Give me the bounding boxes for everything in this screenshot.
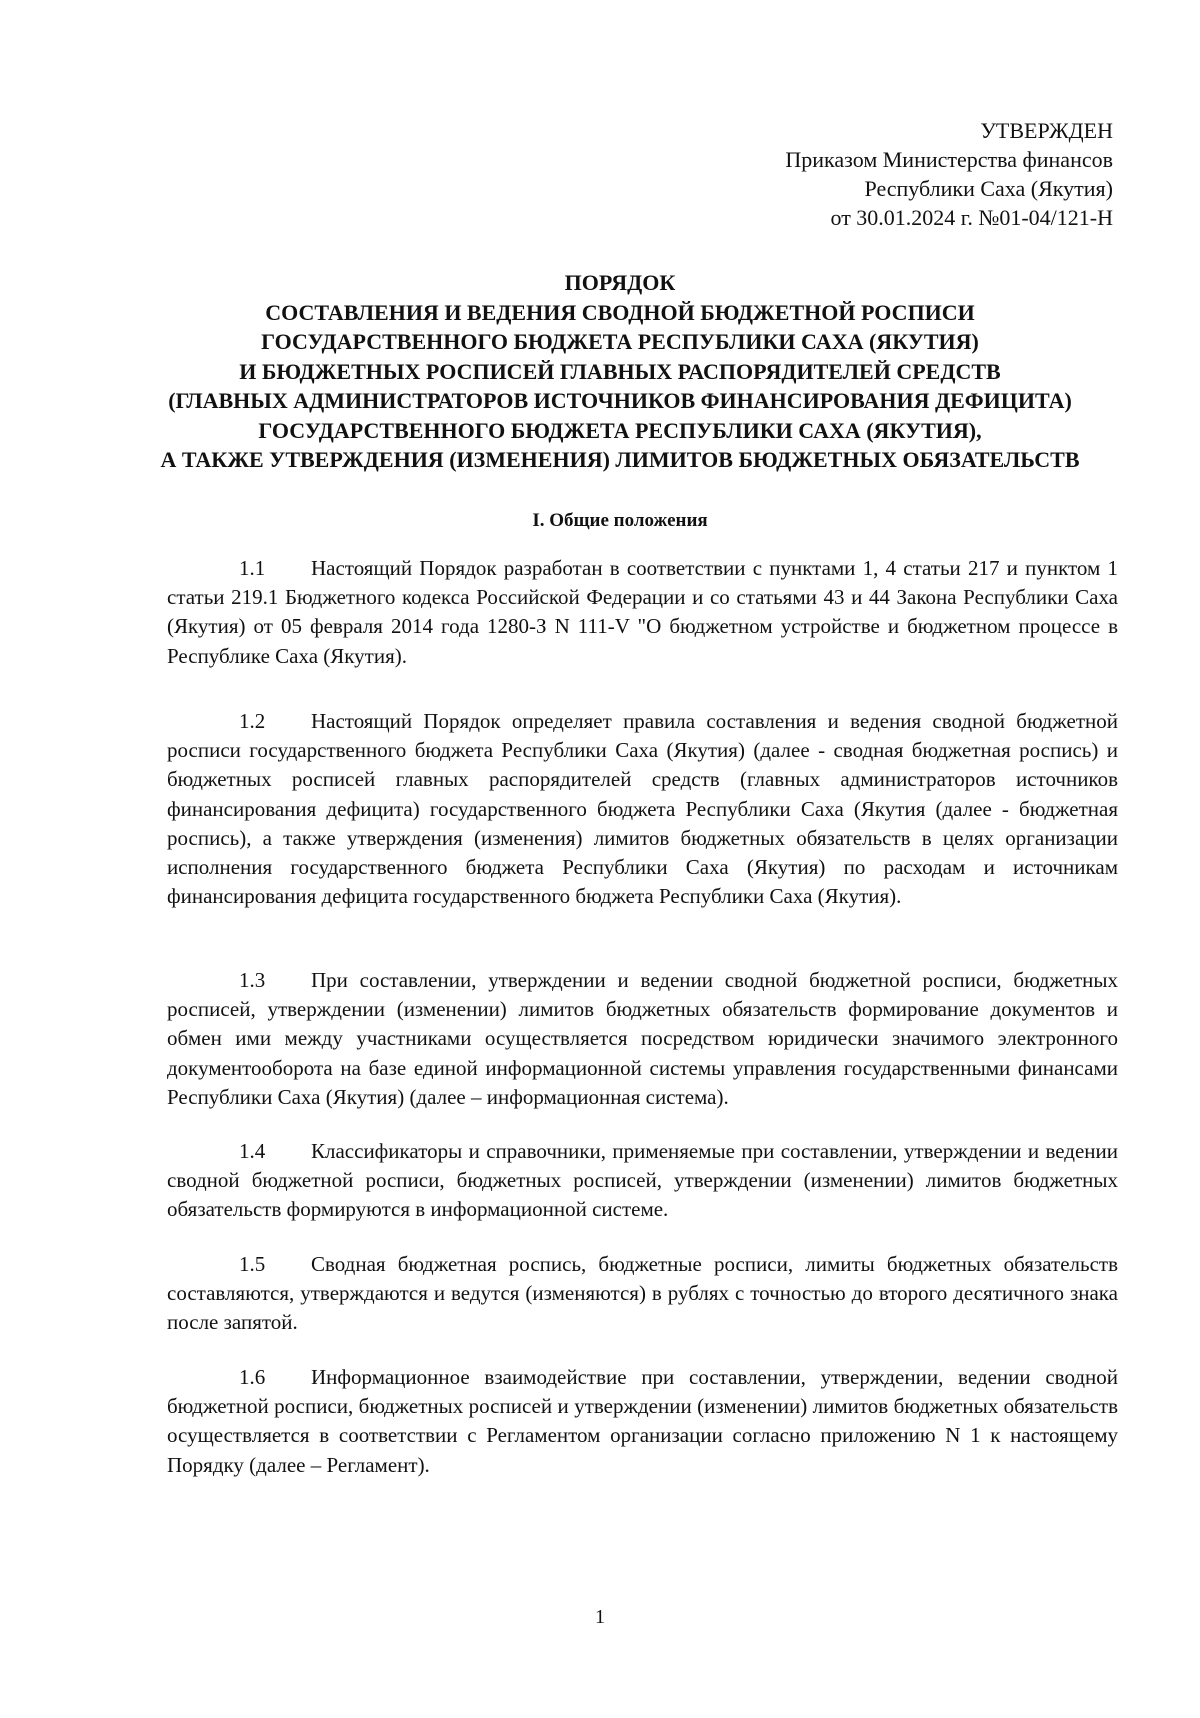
clause-1-6 — [167, 1363, 1118, 1480]
title-line: ПОРЯДОК — [564, 270, 676, 295]
clause-number: 1.1 — [239, 556, 266, 580]
title-line: ГОСУДАРСТВЕННОГО БЮДЖЕТА РЕСПУБЛИКИ САХА (ЯКУТИЯ) — [261, 329, 979, 354]
clause-text: Классификаторы и справочники, применяемые при составлении, утверждении и ведении сводной бюджетной росписи, бюджетных росписей, утверждении (изменении) лимитов бюджетных обязательств формируются в информационной системе. — [167, 1139, 1118, 1222]
title-line: СОСТАВЛЕНИЯ И ВЕДЕНИЯ СВОДНОЙ БЮДЖЕТНОЙ РОСПИСИ — [265, 299, 975, 325]
clause-text: Сводная бюджетная роспись, бюджетные росписи, лимиты бюджетных обязательств составляются, утверждаются и ведутся (изменяются) в рублях с точностью до второго десятичного знака после запятой. — [167, 1252, 1118, 1335]
document-title — [120, 268, 1120, 475]
clause-number: 1.6 — [239, 1365, 266, 1389]
clause-number: 1.4 — [239, 1139, 266, 1163]
title-line: (ГЛАВНЫХ АДМИНИСТРАТОРОВ ИСТОЧНИКОВ ФИНАНСИРОВАНИЯ ДЕФИЦИТА) — [168, 388, 1072, 413]
clause-1-3 — [167, 966, 1118, 1112]
clause-text: Настоящий Порядок разработан в соответствии с пунктами 1, 4 статьи 217 и пунктом 1 статьи 219.1 Бюджетного кодекса Российской Федерации и со статьями 43 и 44 Закона Республики Саха (Якутия) от 05 февраля 2014 года 1280-З N 111-V "О бюджетном устройстве и бюджетном процессе в Республике Саха (Якутия). — [167, 556, 1118, 668]
clause-1-5 — [167, 1250, 1118, 1338]
title-line: ГОСУДАРСТВЕННОГО БЮДЖЕТА РЕСПУБЛИКИ САХА (ЯКУТИЯ), — [258, 417, 982, 443]
approval-line: Республики Саха (Якутия) — [864, 176, 1113, 201]
clause-number: 1.2 — [239, 709, 266, 733]
approval-line: от 30.01.2024 г. №01-04/121-Н — [830, 205, 1113, 230]
clause-text: Настоящий Порядок определяет правила составления и ведения сводной бюджетной росписи государственного бюджета Республики Саха (Якутия) (далее - сводная бюджетная роспись) и бюджетных росписей главных распорядителей средств (главных администраторов источников финансирования дефицита) государственного бюджета Республики Саха (Якутия (далее - бюджетная роспись), а также утверждения (изменения) лимитов бюджетных обязательств в целях организации исполнения государственного бюджета Республики Саха (Якутия) по расходам и источникам финансирования дефицита государственного бюджета Республики Саха (Якутия). — [167, 709, 1118, 909]
page-number: 1 — [595, 1606, 605, 1628]
clause-number: 1.3 — [239, 968, 266, 992]
clause-1-1 — [167, 554, 1118, 671]
clause-1-4 — [167, 1137, 1118, 1225]
clause-1-2 — [167, 707, 1118, 911]
approval-line: Приказом Министерства финансов — [785, 147, 1113, 172]
clause-text: Информационное взаимодействие при составлении, утверждении, ведении сводной бюджетной росписи, бюджетных росписей и утверждении (изменении) лимитов бюджетных обязательств осуществляется в соответствии с Регламентом организации согласно приложению N 1 к настоящему Порядку (далее – Регламент). — [167, 1365, 1118, 1477]
approval-line: УТВЕРЖДЕН — [980, 118, 1113, 143]
clause-text: При составлении, утверждении и ведении сводной бюджетной росписи, бюджетных росписей, утверждении (изменении) лимитов бюджетных обязательств формирование документов и обмен ими между участниками осуществляется посредством юридически значимого электронного документооборота на базе единой информационной системы управления государственными финансами Республики Саха (Якутия) (далее – информационная система). — [167, 968, 1118, 1109]
title-line: И БЮДЖЕТНЫХ РОСПИСЕЙ ГЛАВНЫХ РАСПОРЯДИТЕЛЕЙ СРЕДСТВ — [239, 358, 1001, 384]
section-heading: I. Общие положения — [532, 510, 708, 531]
clause-number: 1.5 — [239, 1252, 266, 1276]
title-line: А ТАКЖЕ УТВЕРЖДЕНИЯ (ИЗМЕНЕНИЯ) ЛИМИТОВ БЮДЖЕТНЫХ ОБЯЗАТЕЛЬСТВ — [160, 447, 1080, 472]
approval-stamp — [785, 116, 1113, 232]
